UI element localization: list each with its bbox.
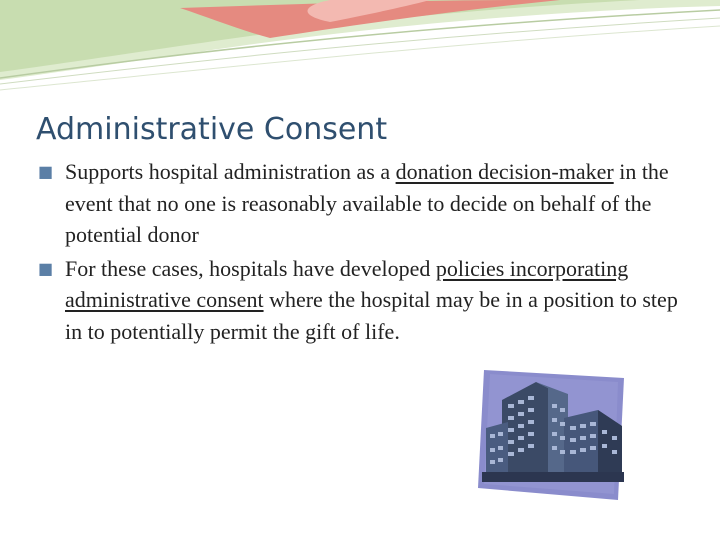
header-swoosh-decoration xyxy=(0,0,720,100)
square-bullet-icon: ■ xyxy=(38,162,54,181)
hospital-building-icon xyxy=(478,364,630,502)
bullet-text: For these cases, hospitals have developed xyxy=(65,255,436,281)
underlined-term: donation decision-maker xyxy=(395,159,614,184)
bullet-list xyxy=(38,156,688,349)
slide-title: Administrative Consent xyxy=(36,112,388,147)
bullet-item xyxy=(38,253,688,348)
underlined-term: policies incorporating administrative consent xyxy=(65,255,629,312)
bullet-text: Supports hospital administration as a xyxy=(65,159,396,184)
square-bullet-icon: ■ xyxy=(38,258,54,278)
bullet-text: where the hospital may be in a position to step in to potentially permit the gift of life. xyxy=(65,287,678,344)
bullet-text: in the event that no one is reasonably available to decide on behalf of the potential donor xyxy=(65,159,669,247)
bullet-item xyxy=(38,156,688,251)
